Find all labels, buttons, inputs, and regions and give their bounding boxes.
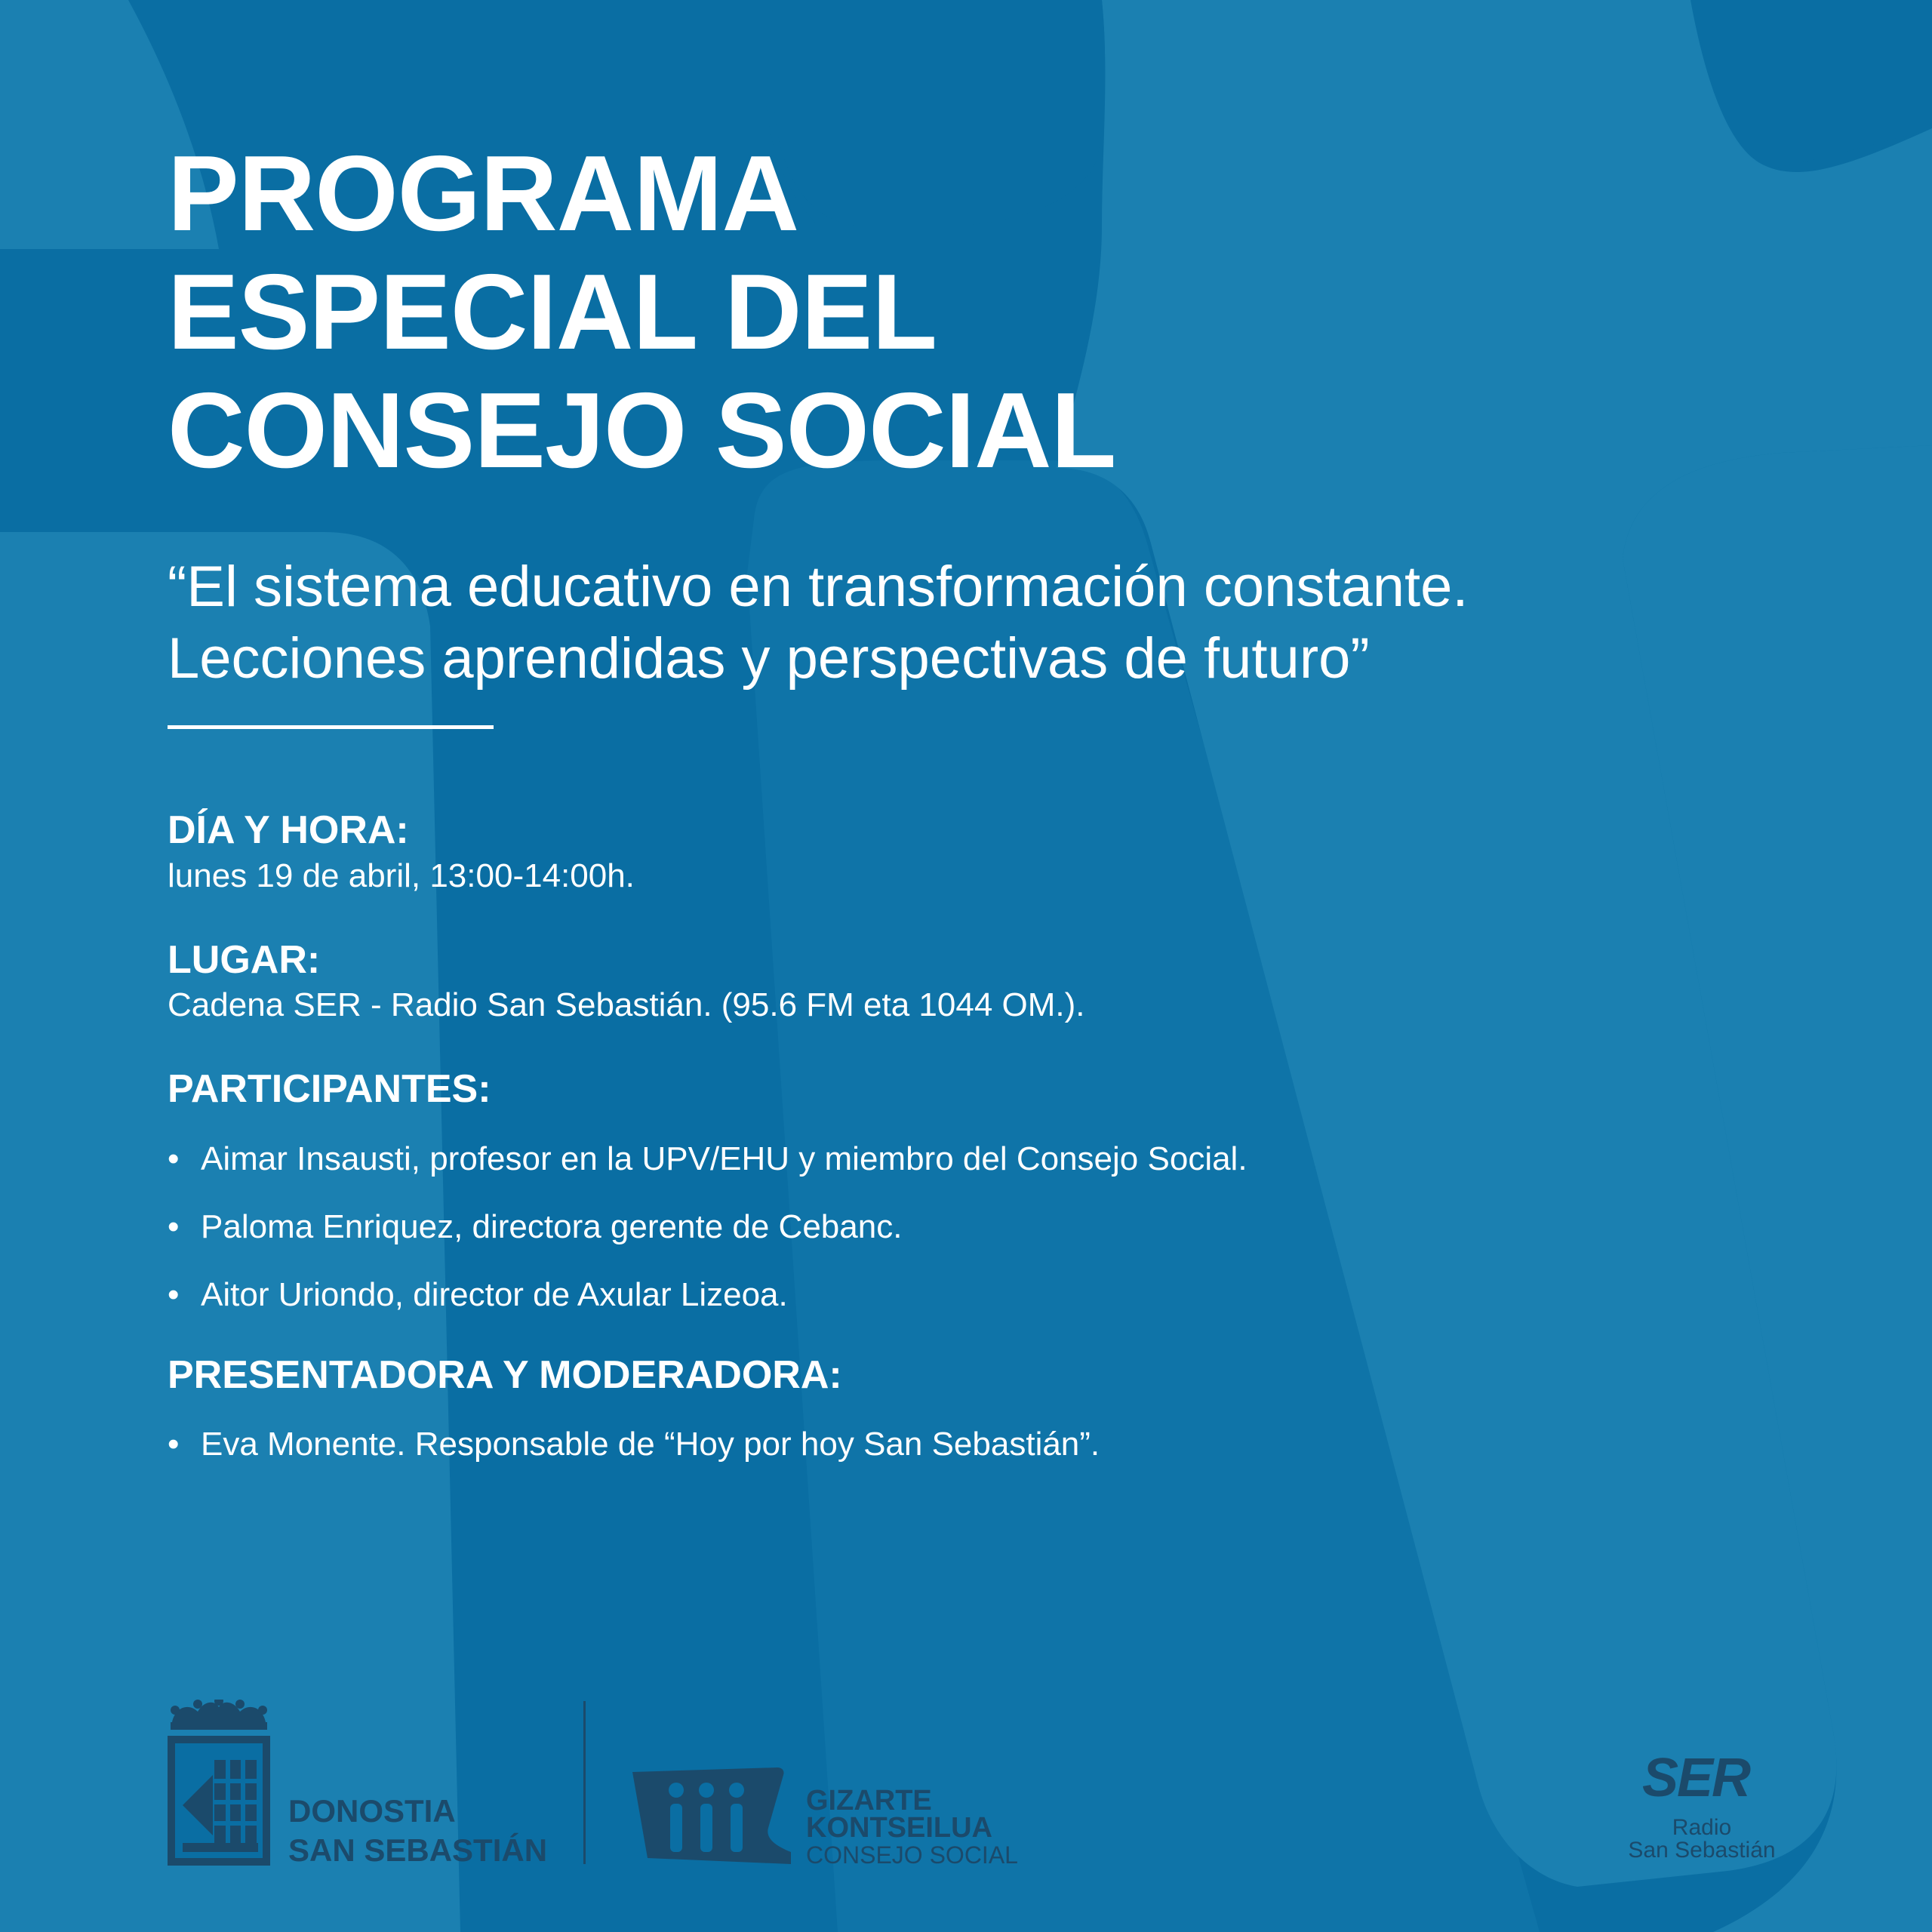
participantes-label: PARTICIPANTES: xyxy=(168,1067,491,1111)
donostia-line-2: SAN SEBASTIÁN xyxy=(288,1832,548,1868)
bullet-icon: • xyxy=(168,1426,180,1463)
title-line-2: ESPECIAL DEL xyxy=(168,252,937,372)
lugar-label: LUGAR: xyxy=(168,938,321,982)
participant-text: Aitor Uriondo, director de Axular Lizeoa. xyxy=(201,1276,788,1313)
dia-hora-text: lunes 19 de abril, 13:00-14:00h. xyxy=(168,857,635,894)
presentadora-label: PRESENTADORA Y MODERADORA: xyxy=(168,1353,842,1397)
gizarte-line-2: KONTSEILUA xyxy=(806,1812,992,1844)
ser-line-2: San Sebastián xyxy=(1628,1838,1776,1863)
presentadora-text: Eva Monente. Responsable de “Hoy por hoy San Sebastián”. xyxy=(201,1426,1100,1463)
title-line-1: PROGRAMA xyxy=(168,134,799,254)
bullet-icon: • xyxy=(168,1140,180,1177)
gizarte-line-1: GIZARTE xyxy=(806,1785,932,1817)
gizarte-line-3: CONSEJO SOCIAL xyxy=(806,1841,1018,1869)
dia-hora-label: DÍA Y HORA: xyxy=(168,808,409,852)
subtitle-line-1: “El sistema educativo en transformación constante. xyxy=(168,555,1469,619)
bullet-icon: • xyxy=(168,1208,180,1245)
bullet-icon: • xyxy=(168,1276,180,1313)
participant-text: Paloma Enriquez, directora gerente de Cebanc. xyxy=(201,1208,903,1245)
coat-of-arms-icon xyxy=(168,1700,270,1866)
footer-divider xyxy=(583,1701,586,1864)
lugar-text: Cadena SER - Radio San Sebastián. (95.6 FM eta 1044 OM.). xyxy=(168,986,1085,1023)
participant-text: Aimar Insausti, profesor en la UPV/EHU y miembro del Consejo Social. xyxy=(201,1140,1247,1177)
title-line-3: CONSEJO SOCIAL xyxy=(168,371,1116,491)
donostia-line-1: DONOSTIA xyxy=(288,1793,456,1829)
consejo-social-logo-icon xyxy=(632,1767,791,1864)
ser-logo-icon: SER xyxy=(1642,1748,1750,1808)
ser-line-1: Radio xyxy=(1672,1815,1732,1840)
subtitle-line-2: Lecciones aprendidas y perspectivas de futuro” xyxy=(168,626,1370,691)
